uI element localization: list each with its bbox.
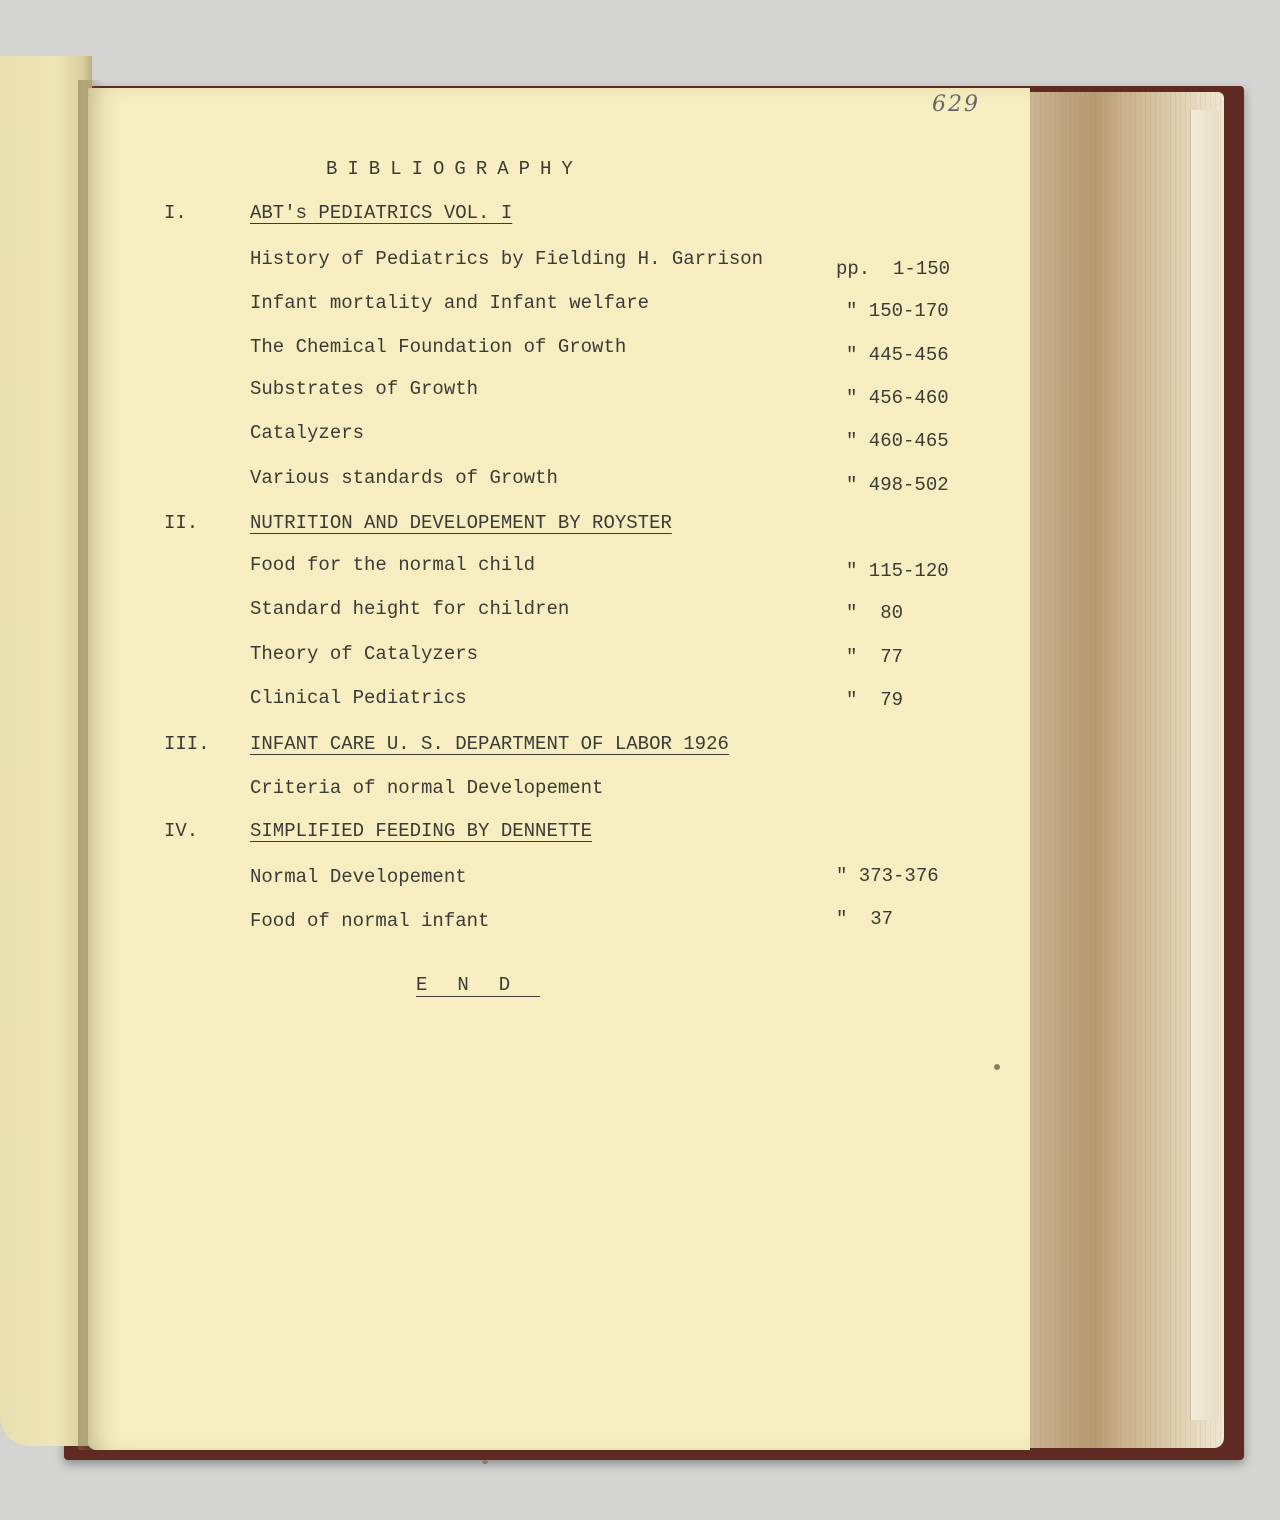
entry-title: Infant mortality and Infant welfare bbox=[250, 292, 650, 314]
entry-pages: " 37 bbox=[836, 908, 894, 930]
section-numeral: II. bbox=[164, 512, 199, 534]
section-heading: SIMPLIFIED FEEDING BY DENNETTE bbox=[250, 820, 593, 842]
entry-title: The Chemical Foundation of Growth bbox=[250, 336, 627, 358]
section-numeral: I. bbox=[164, 202, 187, 224]
entry-pages: " 115-120 bbox=[846, 560, 949, 582]
paper-speck bbox=[994, 1064, 1000, 1070]
page-edges-lip bbox=[1190, 110, 1219, 1420]
paper-speck bbox=[482, 1460, 488, 1464]
section-heading: ABT's PEDIATRICS VOL. I bbox=[250, 202, 513, 224]
section-numeral: III. bbox=[164, 733, 210, 755]
section-heading: INFANT CARE U. S. DEPARTMENT OF LABOR 1926 bbox=[250, 733, 729, 755]
entry-title: Clinical Pediatrics bbox=[250, 687, 467, 709]
entry-title: Substrates of Growth bbox=[250, 378, 479, 400]
entry-title: Catalyzers bbox=[250, 422, 365, 444]
page-number: 629 bbox=[932, 92, 980, 117]
entry-title: Normal Developement bbox=[250, 866, 467, 888]
entry-pages: " 373-376 bbox=[836, 865, 939, 887]
entry-pages: " 80 bbox=[846, 602, 904, 624]
entry-title: Theory of Catalyzers bbox=[250, 643, 479, 665]
entry-pages: " 79 bbox=[846, 689, 904, 711]
entry-pages: " 456-460 bbox=[846, 387, 949, 409]
entry-title: Food for the normal child bbox=[250, 554, 536, 576]
entry-title: History of Pediatrics by Fielding H. Garrison bbox=[250, 248, 764, 270]
entry-title: Criteria of normal Developement bbox=[250, 777, 604, 799]
section-heading: NUTRITION AND DEVELOPEMENT BY ROYSTER bbox=[250, 512, 672, 534]
entry-pages: " 460-465 bbox=[846, 430, 949, 452]
entry-pages: " 445-456 bbox=[846, 344, 949, 366]
entry-title: Various standards of Growth bbox=[250, 467, 558, 489]
entry-title: Standard height for children bbox=[250, 598, 570, 620]
entry-title: Food of normal infant bbox=[250, 910, 490, 932]
entry-pages: pp. 1-150 bbox=[836, 258, 951, 280]
section-numeral: IV. bbox=[164, 820, 199, 842]
entry-pages: " 150-170 bbox=[846, 300, 949, 322]
entry-pages: " 77 bbox=[846, 646, 904, 668]
page-title: BIBLIOGRAPHY bbox=[326, 158, 583, 180]
entry-pages: " 498-502 bbox=[846, 474, 949, 496]
end-marker: END bbox=[416, 974, 541, 996]
